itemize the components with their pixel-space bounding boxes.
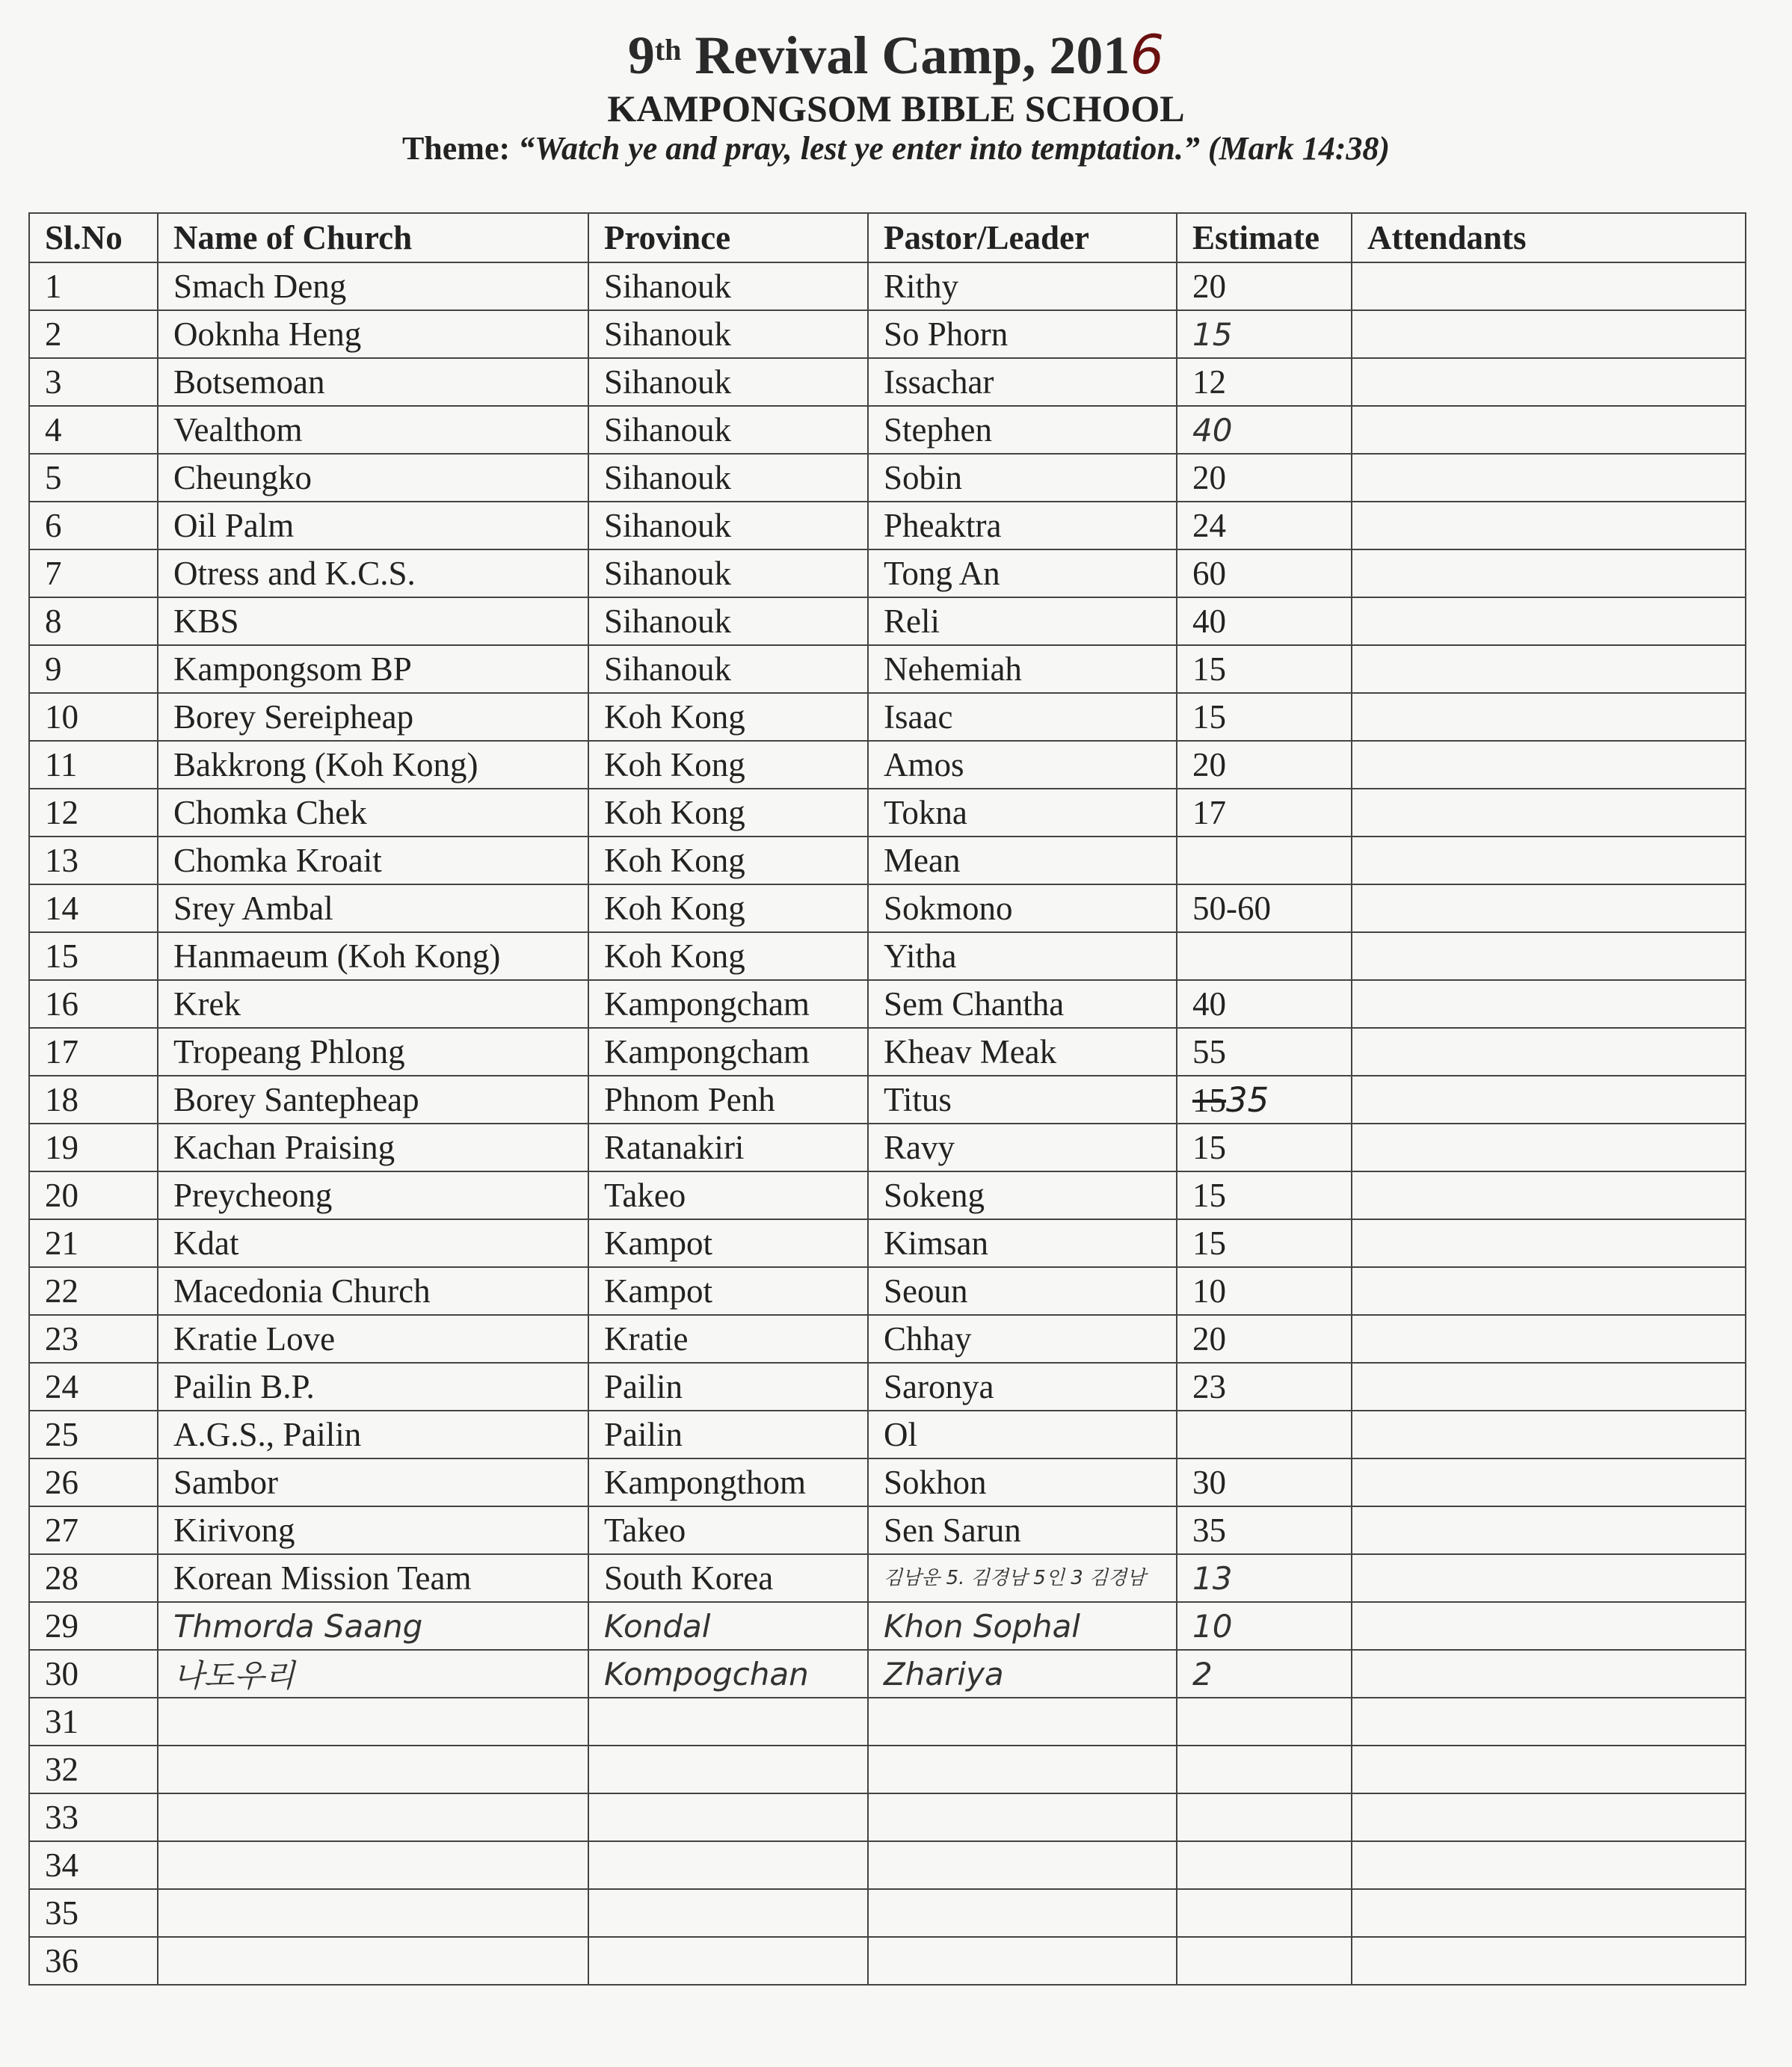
table-row bbox=[29, 980, 1746, 1028]
cell-pastor bbox=[868, 1698, 1177, 1746]
cell-pastor: Ol bbox=[868, 1411, 1177, 1458]
cell-church: Hanmaeum (Koh Kong) bbox=[158, 932, 588, 980]
cell-attendants bbox=[1352, 741, 1746, 789]
table-row bbox=[29, 837, 1746, 884]
cell-estimate: 13 bbox=[1177, 1554, 1352, 1602]
cell-attendants bbox=[1352, 454, 1746, 502]
cell-province: Phnom Penh bbox=[588, 1076, 868, 1124]
cell-no: 28 bbox=[29, 1554, 158, 1602]
cell-estimate: 15 bbox=[1177, 693, 1352, 741]
cell-province: Sihanouk bbox=[588, 406, 868, 454]
cell-attendants bbox=[1352, 693, 1746, 741]
cell-church: Otress and K.C.S. bbox=[158, 549, 588, 597]
cell-province: Koh Kong bbox=[588, 884, 868, 932]
cell-no: 4 bbox=[29, 406, 158, 454]
cell-province bbox=[588, 1841, 868, 1889]
cell-estimate bbox=[1177, 837, 1352, 884]
cell-pastor bbox=[868, 1889, 1177, 1937]
cell-attendants bbox=[1352, 1458, 1746, 1506]
cell-estimate bbox=[1177, 932, 1352, 980]
cell-church: 나도우리 bbox=[158, 1650, 588, 1698]
cell-attendants bbox=[1352, 597, 1746, 645]
struck-estimate: 15 bbox=[1192, 1081, 1226, 1119]
title-handwritten-digit: 6 bbox=[1130, 23, 1165, 86]
cell-church: Macedonia Church bbox=[158, 1267, 588, 1315]
churches-table bbox=[28, 212, 1746, 1986]
cell-province: Sihanouk bbox=[588, 454, 868, 502]
table-row bbox=[29, 1602, 1746, 1650]
cell-attendants bbox=[1352, 1650, 1746, 1698]
cell-province: Sihanouk bbox=[588, 310, 868, 358]
cell-province: Kompogchan bbox=[588, 1650, 868, 1698]
cell-pastor: Rithy bbox=[868, 262, 1177, 310]
table-row bbox=[29, 358, 1746, 406]
cell-attendants bbox=[1352, 310, 1746, 358]
handwritten-estimate: 35 bbox=[1226, 1079, 1269, 1120]
cell-church bbox=[158, 1746, 588, 1793]
cell-estimate: 40 bbox=[1177, 406, 1352, 454]
cell-church: Botsemoan bbox=[158, 358, 588, 406]
table-row bbox=[29, 310, 1746, 358]
cell-attendants bbox=[1352, 884, 1746, 932]
cell-pastor: Pheaktra bbox=[868, 502, 1177, 549]
cell-pastor: Tong An bbox=[868, 549, 1177, 597]
cell-church: Smach Deng bbox=[158, 262, 588, 310]
column-header-province: Province bbox=[588, 213, 868, 262]
cell-church: Borey Sereipheap bbox=[158, 693, 588, 741]
cell-attendants bbox=[1352, 1793, 1746, 1841]
cell-church: Chomka Chek bbox=[158, 789, 588, 837]
cell-attendants bbox=[1352, 406, 1746, 454]
cell-no: 22 bbox=[29, 1267, 158, 1315]
column-header-pastor: Pastor/Leader bbox=[868, 213, 1177, 262]
table-row bbox=[29, 1746, 1746, 1793]
cell-estimate: 12 bbox=[1177, 358, 1352, 406]
cell-attendants bbox=[1352, 837, 1746, 884]
cell-no: 34 bbox=[29, 1841, 158, 1889]
cell-estimate: 60 bbox=[1177, 549, 1352, 597]
cell-attendants bbox=[1352, 1411, 1746, 1458]
cell-estimate: 20 bbox=[1177, 741, 1352, 789]
cell-province: Kampot bbox=[588, 1267, 868, 1315]
table-row bbox=[29, 1028, 1746, 1076]
cell-pastor: Zhariya bbox=[868, 1650, 1177, 1698]
cell-estimate: 2 bbox=[1177, 1650, 1352, 1698]
table-row bbox=[29, 1171, 1746, 1219]
cell-pastor: Sem Chantha bbox=[868, 980, 1177, 1028]
cell-estimate: 15 bbox=[1177, 310, 1352, 358]
table-row bbox=[29, 741, 1746, 789]
cell-estimate bbox=[1177, 1076, 1352, 1124]
table-row bbox=[29, 1937, 1746, 1985]
cell-no: 20 bbox=[29, 1171, 158, 1219]
cell-attendants bbox=[1352, 932, 1746, 980]
cell-province: Sihanouk bbox=[588, 549, 868, 597]
cell-church: Srey Ambal bbox=[158, 884, 588, 932]
cell-attendants bbox=[1352, 980, 1746, 1028]
cell-pastor: Reli bbox=[868, 597, 1177, 645]
cell-pastor: Tokna bbox=[868, 789, 1177, 837]
cell-province: Koh Kong bbox=[588, 741, 868, 789]
cell-attendants bbox=[1352, 1506, 1746, 1554]
column-header-slno: Sl.No bbox=[29, 213, 158, 262]
cell-pastor bbox=[868, 1746, 1177, 1793]
cell-no: 19 bbox=[29, 1124, 158, 1171]
cell-pastor: Kheav Meak bbox=[868, 1028, 1177, 1076]
cell-province: Takeo bbox=[588, 1506, 868, 1554]
cell-no: 35 bbox=[29, 1889, 158, 1937]
cell-no: 7 bbox=[29, 549, 158, 597]
cell-estimate: 10 bbox=[1177, 1267, 1352, 1315]
cell-church: Oil Palm bbox=[158, 502, 588, 549]
cell-pastor: Kimsan bbox=[868, 1219, 1177, 1267]
cell-province: Koh Kong bbox=[588, 693, 868, 741]
cell-church: Kirivong bbox=[158, 1506, 588, 1554]
cell-church bbox=[158, 1793, 588, 1841]
cell-church: A.G.S., Pailin bbox=[158, 1411, 588, 1458]
cell-province bbox=[588, 1937, 868, 1985]
cell-no: 9 bbox=[29, 645, 158, 693]
cell-province: Sihanouk bbox=[588, 358, 868, 406]
cell-pastor: Issachar bbox=[868, 358, 1177, 406]
cell-church: KBS bbox=[158, 597, 588, 645]
cell-no: 23 bbox=[29, 1315, 158, 1363]
table-row bbox=[29, 1841, 1746, 1889]
table-row bbox=[29, 1076, 1746, 1124]
cell-pastor: Sokmono bbox=[868, 884, 1177, 932]
page-subtitle: KAMPONGSOM BIBLE SCHOOL bbox=[607, 87, 1185, 129]
cell-estimate: 15 bbox=[1177, 1219, 1352, 1267]
cell-no: 13 bbox=[29, 837, 158, 884]
cell-no: 29 bbox=[29, 1602, 158, 1650]
table-row bbox=[29, 1267, 1746, 1315]
cell-attendants bbox=[1352, 549, 1746, 597]
table-row bbox=[29, 406, 1746, 454]
cell-no: 3 bbox=[29, 358, 158, 406]
cell-church bbox=[158, 1889, 588, 1937]
table-row bbox=[29, 1411, 1746, 1458]
cell-province: South Korea bbox=[588, 1554, 868, 1602]
table-row bbox=[29, 1506, 1746, 1554]
cell-church bbox=[158, 1937, 588, 1985]
table-row bbox=[29, 1124, 1746, 1171]
cell-no: 17 bbox=[29, 1028, 158, 1076]
cell-province: Sihanouk bbox=[588, 645, 868, 693]
cell-province: Pailin bbox=[588, 1363, 868, 1411]
cell-church bbox=[158, 1841, 588, 1889]
cell-attendants bbox=[1352, 1076, 1746, 1124]
title-ordinal: 9 bbox=[627, 25, 655, 85]
cell-province: Koh Kong bbox=[588, 789, 868, 837]
table-body bbox=[29, 262, 1746, 1985]
cell-attendants bbox=[1352, 1698, 1746, 1746]
cell-church: Preycheong bbox=[158, 1171, 588, 1219]
cell-pastor: Mean bbox=[868, 837, 1177, 884]
cell-province bbox=[588, 1793, 868, 1841]
cell-church: Krek bbox=[158, 980, 588, 1028]
cell-pastor: Sobin bbox=[868, 454, 1177, 502]
cell-no: 31 bbox=[29, 1698, 158, 1746]
table-row bbox=[29, 1554, 1746, 1602]
cell-no: 11 bbox=[29, 741, 158, 789]
cell-estimate: 40 bbox=[1177, 597, 1352, 645]
cell-pastor: Titus bbox=[868, 1076, 1177, 1124]
cell-pastor: Isaac bbox=[868, 693, 1177, 741]
title-ordinal-suffix: th bbox=[654, 33, 682, 67]
cell-attendants bbox=[1352, 1554, 1746, 1602]
cell-no: 16 bbox=[29, 980, 158, 1028]
table-row bbox=[29, 1315, 1746, 1363]
cell-church: Tropeang Phlong bbox=[158, 1028, 588, 1076]
table-header-row bbox=[29, 213, 1746, 262]
cell-church: Pailin B.P. bbox=[158, 1363, 588, 1411]
cell-province: Koh Kong bbox=[588, 932, 868, 980]
cell-no: 8 bbox=[29, 597, 158, 645]
table-row bbox=[29, 645, 1746, 693]
page-title bbox=[0, 21, 1792, 89]
table-row bbox=[29, 884, 1746, 932]
column-header-attendants: Attendants bbox=[1352, 213, 1746, 262]
cell-pastor: Sokhon bbox=[868, 1458, 1177, 1506]
cell-church: Sambor bbox=[158, 1458, 588, 1506]
table-row bbox=[29, 789, 1746, 837]
cell-no: 36 bbox=[29, 1937, 158, 1985]
cell-attendants bbox=[1352, 1889, 1746, 1937]
cell-province bbox=[588, 1889, 868, 1937]
cell-estimate: 15 bbox=[1177, 645, 1352, 693]
cell-church: Kratie Love bbox=[158, 1315, 588, 1363]
table-row bbox=[29, 597, 1746, 645]
cell-province: Ratanakiri bbox=[588, 1124, 868, 1171]
table-row bbox=[29, 1793, 1746, 1841]
cell-no: 32 bbox=[29, 1746, 158, 1793]
cell-church: Kampongsom BP bbox=[158, 645, 588, 693]
cell-estimate: 30 bbox=[1177, 1458, 1352, 1506]
table-row bbox=[29, 932, 1746, 980]
cell-province: Pailin bbox=[588, 1411, 868, 1458]
cell-pastor bbox=[868, 1793, 1177, 1841]
table-row bbox=[29, 693, 1746, 741]
cell-no: 33 bbox=[29, 1793, 158, 1841]
table-row bbox=[29, 1363, 1746, 1411]
cell-attendants bbox=[1352, 1746, 1746, 1793]
cell-attendants bbox=[1352, 789, 1746, 837]
cell-province: Kampongcham bbox=[588, 980, 868, 1028]
cell-estimate: 40 bbox=[1177, 980, 1352, 1028]
cell-church: Chomka Kroait bbox=[158, 837, 588, 884]
table-row bbox=[29, 1698, 1746, 1746]
cell-pastor: Stephen bbox=[868, 406, 1177, 454]
cell-church: Vealthom bbox=[158, 406, 588, 454]
cell-no: 18 bbox=[29, 1076, 158, 1124]
cell-attendants bbox=[1352, 1267, 1746, 1315]
cell-attendants bbox=[1352, 1028, 1746, 1076]
cell-estimate: 35 bbox=[1177, 1506, 1352, 1554]
cell-no: 24 bbox=[29, 1363, 158, 1411]
cell-estimate bbox=[1177, 1698, 1352, 1746]
cell-estimate: 15 bbox=[1177, 1171, 1352, 1219]
cell-province: Kondal bbox=[588, 1602, 868, 1650]
cell-no: 5 bbox=[29, 454, 158, 502]
cell-province: Kampot bbox=[588, 1219, 868, 1267]
title-text: Revival Camp, 201 bbox=[681, 25, 1130, 85]
cell-no: 26 bbox=[29, 1458, 158, 1506]
cell-no: 27 bbox=[29, 1506, 158, 1554]
cell-province: Sihanouk bbox=[588, 502, 868, 549]
cell-estimate: 24 bbox=[1177, 502, 1352, 549]
cell-attendants bbox=[1352, 1315, 1746, 1363]
cell-attendants bbox=[1352, 1602, 1746, 1650]
cell-estimate: 20 bbox=[1177, 454, 1352, 502]
cell-estimate bbox=[1177, 1411, 1352, 1458]
cell-attendants bbox=[1352, 1124, 1746, 1171]
cell-attendants bbox=[1352, 1171, 1746, 1219]
cell-no: 1 bbox=[29, 262, 158, 310]
table-row bbox=[29, 1650, 1746, 1698]
cell-pastor: Nehemiah bbox=[868, 645, 1177, 693]
cell-attendants bbox=[1352, 1841, 1746, 1889]
table-row bbox=[29, 454, 1746, 502]
table-row bbox=[29, 262, 1746, 310]
cell-church: Kachan Praising bbox=[158, 1124, 588, 1171]
cell-pastor: So Phorn bbox=[868, 310, 1177, 358]
cell-attendants bbox=[1352, 1219, 1746, 1267]
theme-line bbox=[0, 126, 1792, 172]
cell-no: 12 bbox=[29, 789, 158, 837]
cell-pastor: Khon Sophal bbox=[868, 1602, 1177, 1650]
cell-church: Thmorda Saang bbox=[158, 1602, 588, 1650]
column-header-estimate: Estimate bbox=[1177, 213, 1352, 262]
cell-no: 25 bbox=[29, 1411, 158, 1458]
cell-attendants bbox=[1352, 1937, 1746, 1985]
cell-church: Ooknha Heng bbox=[158, 310, 588, 358]
cell-no: 21 bbox=[29, 1219, 158, 1267]
theme-label: Theme: bbox=[401, 130, 511, 167]
cell-pastor: Chhay bbox=[868, 1315, 1177, 1363]
cell-church: Korean Mission Team bbox=[158, 1554, 588, 1602]
cell-pastor: Sen Sarun bbox=[868, 1506, 1177, 1554]
cell-church bbox=[158, 1698, 588, 1746]
theme-reference: (Mark 14:38) bbox=[1207, 130, 1391, 167]
cell-attendants bbox=[1352, 502, 1746, 549]
cell-church: Bakkrong (Koh Kong) bbox=[158, 741, 588, 789]
cell-estimate bbox=[1177, 1889, 1352, 1937]
cell-estimate: 17 bbox=[1177, 789, 1352, 837]
cell-province: Sihanouk bbox=[588, 262, 868, 310]
cell-estimate: 15 bbox=[1177, 1124, 1352, 1171]
table-row bbox=[29, 1889, 1746, 1937]
cell-pastor bbox=[868, 1841, 1177, 1889]
cell-estimate bbox=[1177, 1746, 1352, 1793]
cell-attendants bbox=[1352, 645, 1746, 693]
cell-estimate: 20 bbox=[1177, 1315, 1352, 1363]
cell-pastor bbox=[868, 1937, 1177, 1985]
cell-province: Kampongthom bbox=[588, 1458, 868, 1506]
cell-no: 15 bbox=[29, 932, 158, 980]
cell-estimate bbox=[1177, 1937, 1352, 1985]
table-row bbox=[29, 549, 1746, 597]
cell-estimate bbox=[1177, 1841, 1352, 1889]
cell-pastor: Amos bbox=[868, 741, 1177, 789]
table-row bbox=[29, 1219, 1746, 1267]
cell-estimate: 50-60 bbox=[1177, 884, 1352, 932]
theme-quote: “Watch ye and pray, lest ye enter into temptation.” bbox=[518, 130, 1200, 167]
cell-church: Kdat bbox=[158, 1219, 588, 1267]
cell-no: 14 bbox=[29, 884, 158, 932]
cell-province bbox=[588, 1746, 868, 1793]
cell-pastor: Saronya bbox=[868, 1363, 1177, 1411]
cell-church: Cheungko bbox=[158, 454, 588, 502]
cell-province: Koh Kong bbox=[588, 837, 868, 884]
cell-pastor: Seoun bbox=[868, 1267, 1177, 1315]
cell-estimate bbox=[1177, 1793, 1352, 1841]
cell-no: 6 bbox=[29, 502, 158, 549]
cell-no: 30 bbox=[29, 1650, 158, 1698]
cell-province: Kratie bbox=[588, 1315, 868, 1363]
cell-pastor: Sokeng bbox=[868, 1171, 1177, 1219]
table-row bbox=[29, 502, 1746, 549]
cell-estimate: 23 bbox=[1177, 1363, 1352, 1411]
cell-estimate: 10 bbox=[1177, 1602, 1352, 1650]
cell-no: 2 bbox=[29, 310, 158, 358]
cell-province: Kampongcham bbox=[588, 1028, 868, 1076]
cell-pastor: Ravy bbox=[868, 1124, 1177, 1171]
cell-pastor: Yitha bbox=[868, 932, 1177, 980]
cell-pastor: 김남운 5. 김경남 5인 3 김경남 bbox=[868, 1554, 1177, 1602]
cell-province: Takeo bbox=[588, 1171, 868, 1219]
cell-estimate: 20 bbox=[1177, 262, 1352, 310]
cell-estimate: 55 bbox=[1177, 1028, 1352, 1076]
cell-attendants bbox=[1352, 1363, 1746, 1411]
cell-province: Sihanouk bbox=[588, 597, 868, 645]
cell-province bbox=[588, 1698, 868, 1746]
cell-church: Borey Santepheap bbox=[158, 1076, 588, 1124]
cell-no: 10 bbox=[29, 693, 158, 741]
table-row bbox=[29, 1458, 1746, 1506]
column-header-church: Name of Church bbox=[158, 213, 588, 262]
cell-attendants bbox=[1352, 358, 1746, 406]
cell-attendants bbox=[1352, 262, 1746, 310]
